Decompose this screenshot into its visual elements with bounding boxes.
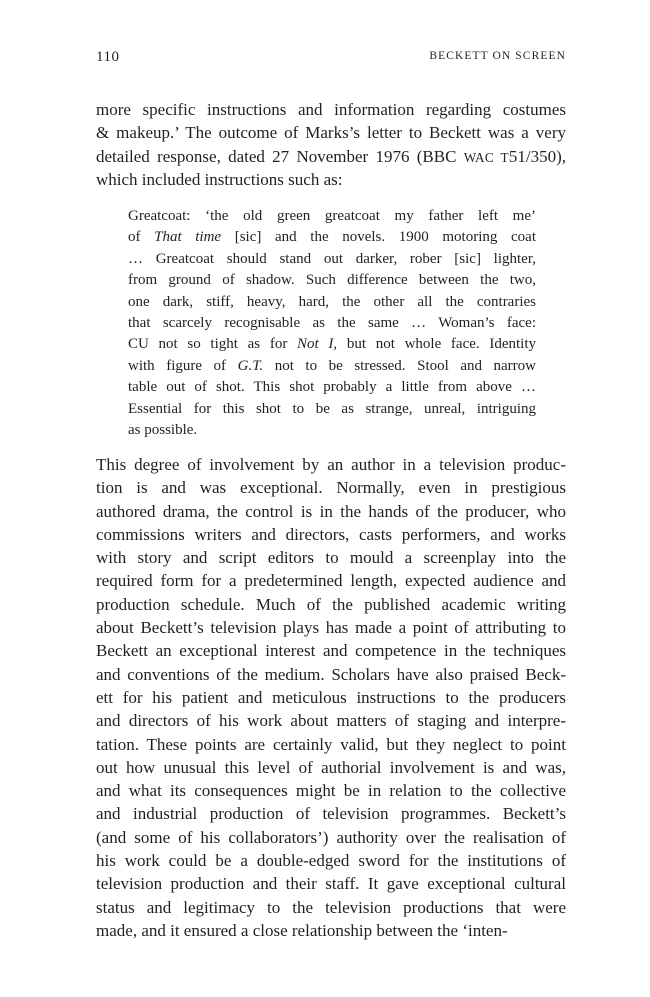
text-line: detailed response, dated 27 November 1976 (BBC WAC T51/350), <box>96 146 566 166</box>
quote-line: as possible. <box>128 421 198 438</box>
text-line: and directors of his work about matters of staging and interpre- <box>96 711 566 731</box>
quote-line: from ground of shadow. Such difference between the two, <box>128 272 536 289</box>
page-number: 110 <box>96 49 120 65</box>
text-line: tion is and was exceptional. Normally, even in prestigious <box>96 478 566 498</box>
block-quote <box>128 206 536 441</box>
quote-line: CU not so tight as for Not I, but not whole face. Identity <box>128 336 536 353</box>
text-line: and conventions of the medium. Scholars have also praised Beck- <box>96 664 566 684</box>
text-line: his work could be a double-edged sword for the institutions of <box>96 851 566 871</box>
quote-line: Essential for this shot to be as strange, unreal, intriguing <box>128 400 536 417</box>
text-line: about Beckett’s television plays has made a point of attributing to <box>96 618 566 638</box>
text-line: with story and script editors to mould a screenplay into the <box>96 548 566 568</box>
quote-line: Greatcoat: ‘the old green greatcoat my father left me’ <box>128 208 536 224</box>
quote-line: with figure of G.T. not to be stressed. Stool and narrow <box>128 357 536 374</box>
text-line: and what its consequences might be in relation to the collective <box>96 781 566 801</box>
text-line: out how unusual this level of authorial involvement is and was, <box>96 757 566 777</box>
text-line: television production and their staff. It gave exceptional cultural <box>96 874 566 894</box>
quote-line: of That time [sic] and the novels. 1900 motoring coat <box>128 229 536 246</box>
text-line: made, and it ensured a close relationship between the ‘inten- <box>96 920 508 940</box>
archive-reference: WAC T <box>463 149 509 165</box>
running-head-title: BECKETT ON SCREEN <box>429 50 566 62</box>
text-line: which included instructions such as: <box>96 169 343 189</box>
text-line: This degree of involvement by an author in a television produc- <box>96 455 566 474</box>
text-line: tation. These points are certainly valid, but they neglect to point <box>96 734 566 754</box>
paragraph-2 <box>96 453 566 942</box>
text-line: required form for a predetermined length, expected audience and <box>96 571 566 591</box>
text-line: more specific instructions and information regarding costumes <box>96 100 566 119</box>
text-line: production schedule. Much of the published academic writing <box>96 594 566 614</box>
text-line: Beckett an exceptional interest and competence in the techniques <box>96 641 566 661</box>
text-line: & makeup.’ The outcome of Marks’s letter to Beckett was a very <box>96 123 566 143</box>
text-line: status and legitimacy to the television productions that were <box>96 897 566 917</box>
text-line: (and some of his collaborators’) authority over the realisation of <box>96 827 566 847</box>
paragraph-1 <box>96 98 566 191</box>
quote-line: that scarcely recognisable as the same … Woman’s face: <box>128 314 536 331</box>
quote-line: table out of shot. This shot probably a little from above … <box>128 379 536 396</box>
quote-line: one dark, stiff, heavy, hard, the other all the contraries <box>128 293 536 310</box>
text-line: commissions writers and directors, casts performers, and works <box>96 524 566 544</box>
text-line: authored drama, the control is in the hands of the producer, who <box>96 501 566 521</box>
text-line: and industrial production of television programmes. Beckett’s <box>96 804 566 824</box>
running-header <box>96 49 566 69</box>
quote-line: … Greatcoat should stand out darker, rober [sic] lighter, <box>128 250 536 267</box>
text-line: ett for his patient and meticulous instructions to the producers <box>96 687 566 707</box>
